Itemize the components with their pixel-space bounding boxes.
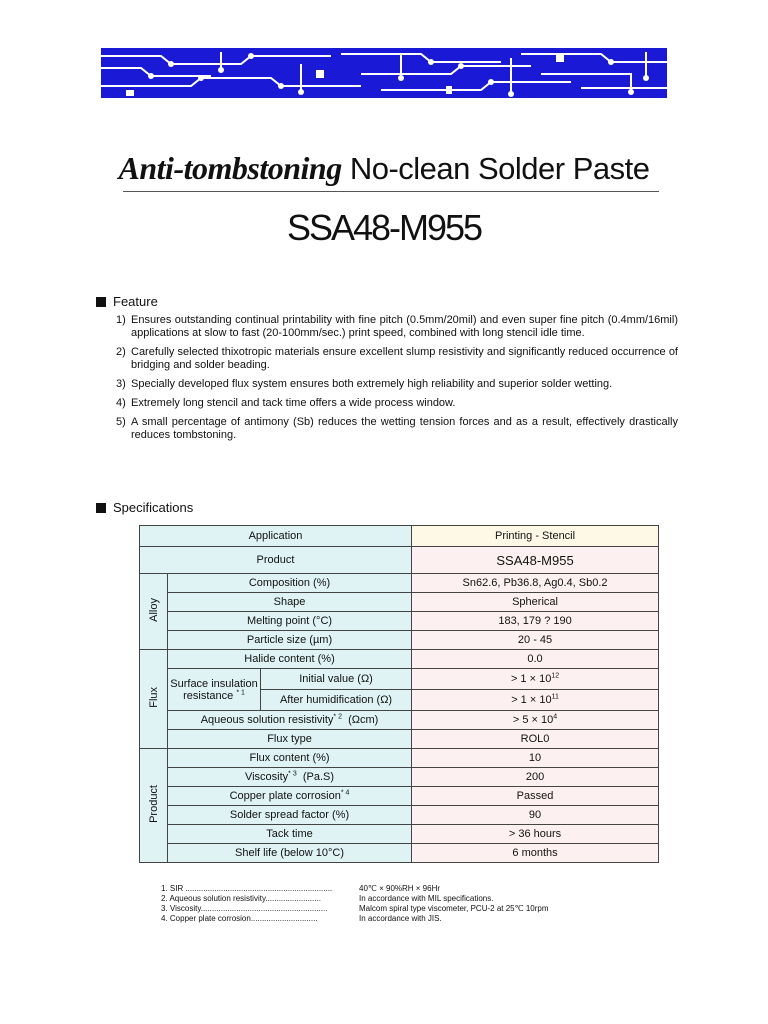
table-row bbox=[140, 787, 659, 806]
feature-heading-text: Feature bbox=[113, 294, 158, 309]
table-cell-insulation bbox=[168, 669, 261, 711]
table-row bbox=[140, 574, 659, 593]
table-cell: 20 - 45 bbox=[412, 631, 659, 650]
footnote-marker: * 2 bbox=[333, 713, 342, 721]
table-cell: > 36 hours bbox=[412, 825, 659, 844]
title-rule bbox=[123, 191, 659, 192]
table-cell: After humidification (Ω) bbox=[261, 690, 412, 711]
item-text: Carefully selected thixotropic materials ensure excellent slump resistivity and significantly reduced occurrence of bridging and solder beading. bbox=[131, 346, 678, 371]
table-cell-humid-value bbox=[412, 690, 659, 711]
specifications-heading-text: Specifications bbox=[113, 500, 194, 515]
table-cell: Particle size (µm) bbox=[168, 631, 412, 650]
item-text: Specially developed flux system ensures both extremely high reliability and superior solder wetting. bbox=[131, 378, 613, 390]
value-text: > 1 × 10 bbox=[510, 673, 552, 685]
table-cell: 10 bbox=[412, 749, 659, 768]
table-cell: Composition (%) bbox=[168, 574, 412, 593]
footnote-marker: * 1 bbox=[236, 688, 245, 696]
item-number: 2) bbox=[116, 346, 126, 358]
exponent: 4 bbox=[553, 713, 558, 721]
insulation-label: Surface insulation resistance bbox=[170, 677, 258, 702]
table-row bbox=[140, 650, 659, 669]
group-cell-product bbox=[140, 749, 168, 863]
footnote-label: 1. SIR .................................................................. bbox=[161, 884, 333, 893]
title-emphasis: Anti-tombstoning bbox=[118, 150, 342, 186]
table-cell: Product bbox=[140, 547, 412, 574]
list-item bbox=[116, 346, 678, 372]
viscosity-unit: (Pa.S) bbox=[302, 771, 335, 783]
item-number: 5) bbox=[116, 416, 126, 428]
table-cell: ROL0 bbox=[412, 730, 659, 749]
document-title bbox=[0, 150, 768, 187]
group-cell-flux bbox=[140, 650, 168, 749]
table-cell: Shelf life (below 10°C) bbox=[168, 844, 412, 863]
table-row bbox=[140, 844, 659, 863]
table-cell: 0.0 bbox=[412, 650, 659, 669]
group-label: Alloy bbox=[147, 598, 160, 622]
viscosity-label: Viscosity bbox=[244, 771, 289, 783]
specifications-heading bbox=[96, 500, 193, 515]
value-text: > 1 × 10 bbox=[511, 694, 552, 706]
table-cell-viscosity bbox=[168, 768, 412, 787]
table-cell: Sn62.6, Pb36.8, Ag0.4, Sb0.2 bbox=[412, 574, 659, 593]
table-row bbox=[140, 526, 659, 547]
footnote-value: Malcom spiral type viscometer, PCU-2 at 25℃ 10rpm bbox=[359, 904, 549, 913]
footnote-marker: * 3 bbox=[288, 770, 297, 778]
circuit-board-banner bbox=[101, 48, 667, 98]
footnote-value: 40℃ × 90%RH × 96Hr bbox=[359, 884, 441, 893]
exponent: 12 bbox=[551, 672, 560, 680]
table-cell: Shape bbox=[168, 593, 412, 612]
feature-heading bbox=[96, 294, 158, 309]
table-cell-aqueous-value bbox=[412, 711, 659, 730]
footnote-marker: * 4 bbox=[340, 789, 350, 797]
table-row bbox=[140, 612, 659, 631]
table-row bbox=[140, 730, 659, 749]
table-row bbox=[140, 631, 659, 650]
item-text: A small percentage of antimony (Sb) reduces the wetting tension forces and as a result, effectively drastically reduces tombstoning. bbox=[131, 416, 678, 441]
table-cell: 6 months bbox=[412, 844, 659, 863]
table-cell: Passed bbox=[412, 787, 659, 806]
group-label: Product bbox=[147, 785, 160, 823]
table-cell: Melting point (°C) bbox=[168, 612, 412, 631]
item-number: 1) bbox=[116, 314, 126, 326]
table-row bbox=[140, 768, 659, 787]
value-text: > 5 × 10 bbox=[512, 714, 554, 726]
table-cell: 90 bbox=[412, 806, 659, 825]
table-row bbox=[140, 711, 659, 730]
table-cell: Application bbox=[140, 526, 412, 547]
footnotes bbox=[161, 884, 549, 924]
table-cell: Printing - Stencil bbox=[412, 526, 659, 547]
item-text: Extremely long stencil and tack time offers a wide process window. bbox=[131, 397, 456, 409]
table-cell-initial-value bbox=[412, 669, 659, 690]
table-row bbox=[140, 749, 659, 768]
feature-list bbox=[116, 314, 678, 448]
table-row bbox=[140, 547, 659, 574]
list-item bbox=[116, 416, 678, 442]
list-item bbox=[116, 397, 678, 410]
table-cell: Spherical bbox=[412, 593, 659, 612]
aqueous-label: Aqueous solution resistivity bbox=[200, 714, 334, 726]
item-number: 4) bbox=[116, 397, 126, 409]
product-model: SSA48-M955 bbox=[286, 207, 482, 248]
footnote-label: 2. Aqueous solution resistivity......................... bbox=[161, 894, 321, 903]
footnote-label: 4. Copper plate corrosion.............................. bbox=[161, 914, 318, 923]
title-rest: No-clean Solder Paste bbox=[341, 151, 650, 186]
specifications-table bbox=[139, 525, 659, 863]
footnote bbox=[161, 904, 549, 914]
list-item bbox=[116, 378, 678, 391]
aqueous-unit: (Ωcm) bbox=[348, 714, 379, 726]
footnote-value: In accordance with MIL specifications. bbox=[359, 894, 494, 903]
table-cell: Halide content (%) bbox=[168, 650, 412, 669]
footnote bbox=[161, 894, 549, 904]
footnote bbox=[161, 884, 549, 894]
list-item bbox=[116, 314, 678, 340]
footnote bbox=[161, 914, 549, 924]
table-row bbox=[140, 825, 659, 844]
table-row bbox=[140, 669, 659, 690]
table-cell: Flux content (%) bbox=[168, 749, 412, 768]
table-cell: Initial value (Ω) bbox=[261, 669, 412, 690]
table-cell: Solder spread factor (%) bbox=[168, 806, 412, 825]
table-cell: SSA48-M955 bbox=[412, 547, 659, 574]
group-label: Flux bbox=[147, 687, 160, 708]
table-row bbox=[140, 806, 659, 825]
table-cell: 183, 179 ? 190 bbox=[412, 612, 659, 631]
table-cell: Tack time bbox=[168, 825, 412, 844]
group-cell-alloy bbox=[140, 574, 168, 650]
item-number: 3) bbox=[116, 378, 126, 390]
footnote-value: In accordance with JIS. bbox=[359, 914, 442, 923]
bullet-square-icon bbox=[96, 503, 106, 513]
table-cell-aqueous bbox=[168, 711, 412, 730]
table-cell: 200 bbox=[412, 768, 659, 787]
copper-label: Copper plate corrosion bbox=[229, 790, 341, 802]
exponent: 11 bbox=[551, 693, 559, 701]
bullet-square-icon bbox=[96, 297, 106, 307]
table-row bbox=[140, 593, 659, 612]
footnote-label: 3. Viscosity......................................................... bbox=[161, 904, 328, 913]
table-cell-copper bbox=[168, 787, 412, 806]
item-text: Ensures outstanding continual printability with fine pitch (0.5mm/20mil) and even super fine pitch (0.4mm/16mil) applications at slow to fast (20-100mm/sec.) print speed, combined with long stencil idle time. bbox=[131, 314, 678, 339]
table-cell: Flux type bbox=[168, 730, 412, 749]
